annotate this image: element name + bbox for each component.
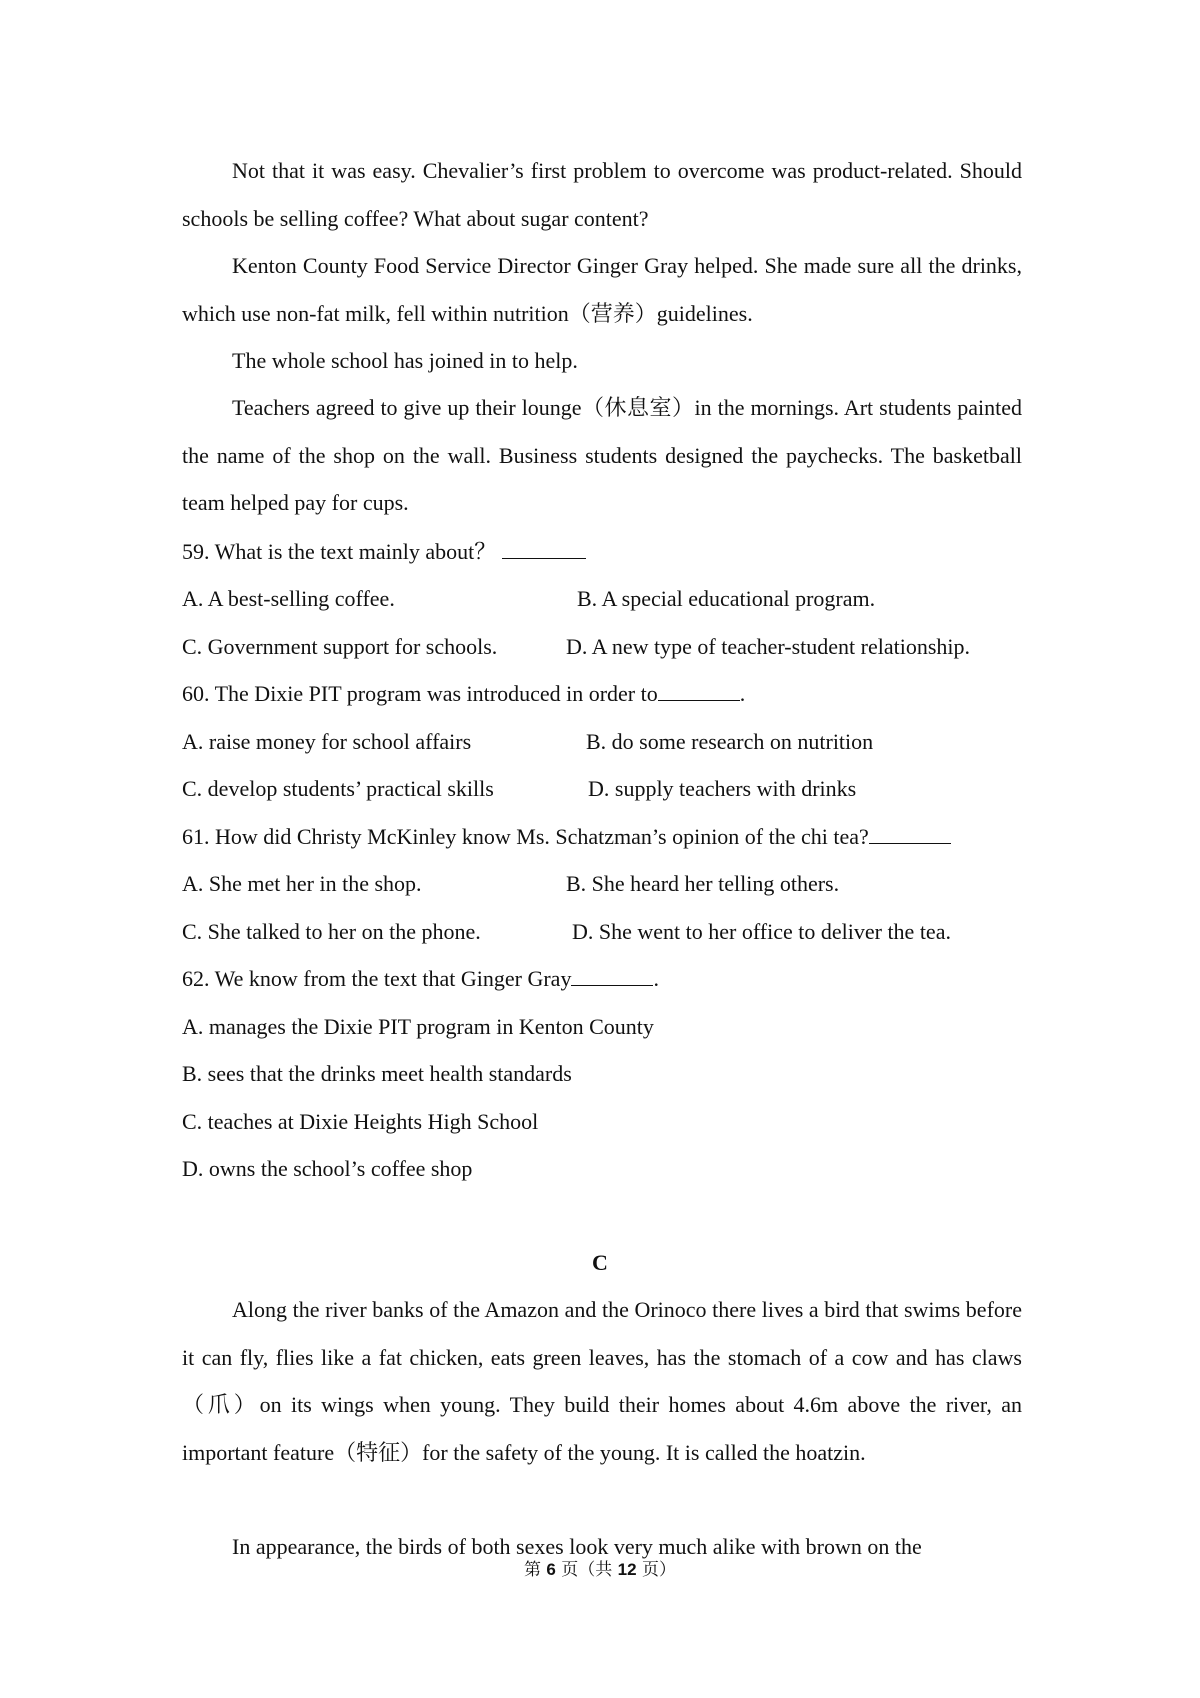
answer-blank [658,700,740,701]
question-60-option-a: A. raise money for school affairs [182,729,472,754]
answer-blank [869,843,951,844]
question-60-option-d: D. supply teachers with drinks [588,776,857,801]
paragraph-whole-school: The whole school has joined in to help. [232,348,578,373]
question-61-option-b: B. She heard her telling others. [566,871,840,896]
current-page-number: 6 [546,1560,556,1579]
paragraph-chevalier-problem: Not that it was easy. Chevalier’s first problem to overcome was product-related. Should schools be selling coffee? What about sugar content? [182,158,1022,231]
paragraph-hoatzin-appearance: In appearance, the birds of both sexes look very much alike with brown on the [232,1534,922,1559]
question-62-option-b: B. sees that the drinks meet health standards [182,1061,572,1086]
question-61-stem: 61. How did Christy McKinley know Ms. Schatzman’s opinion of the chi tea? [182,822,1022,852]
question-59-option-b: B. A special educational program. [577,586,876,611]
answer-blank [502,558,586,559]
question-59-option-a: A. A best-selling coffee. [182,586,395,611]
question-62-option-a: A. manages the Dixie PIT program in Kenton County [182,1014,654,1039]
question-60-stem: 60. The Dixie PIT program was introduced in order to . [182,681,746,706]
section-c-heading: C [592,1250,608,1275]
question-60-option-c: C. develop students’ practical skills [182,776,494,801]
paragraph-hoatzin-intro: Along the river banks of the Amazon and the Orinoco there lives a bird that swims before it can fly, flies like a fat chicken, eats green leaves, has the stomach of a cow and has claws（爪）on its wings when young. They build their homes about 4.6m above the river, an important feature（特征）for the safety of the young. It is called the hoatzin. [182,1297,1022,1465]
paragraph-ginger-gray: Kenton County Food Service Director Ginger Gray helped. She made sure all the drinks, which use non-fat milk, fell within nutrition（营养）guidelines. [182,253,1022,326]
question-62-stem: 62. We know from the text that Ginger Gray . [182,966,659,991]
question-60-option-b: B. do some research on nutrition [586,729,874,754]
question-62-option-d: D. owns the school’s coffee shop [182,1156,473,1181]
page-footer: 第 6 页（共 12 页） [523,1560,676,1580]
question-61-option-c: C. She talked to her on the phone. [182,919,481,944]
total-pages-number: 12 [617,1560,637,1579]
question-61-option-a: A. She met her in the shop. [182,871,422,896]
paragraph-teachers-lounge: Teachers agreed to give up their lounge（休息室）in the mornings. Art students painted the name of the shop on the wall. Business students designed the paychecks. The basketball team helped pay for cups. [182,395,1022,515]
answer-blank [571,985,653,986]
question-59-stem: 59. What is the text mainly about？ [182,537,1022,567]
question-62-option-c: C. teaches at Dixie Heights High School [182,1109,539,1134]
question-59-option-d: D. A new type of teacher-student relationship. [566,634,971,659]
question-61-option-d: D. She went to her office to deliver the tea. [572,919,951,944]
question-59-option-c: C. Government support for schools. [182,634,498,659]
